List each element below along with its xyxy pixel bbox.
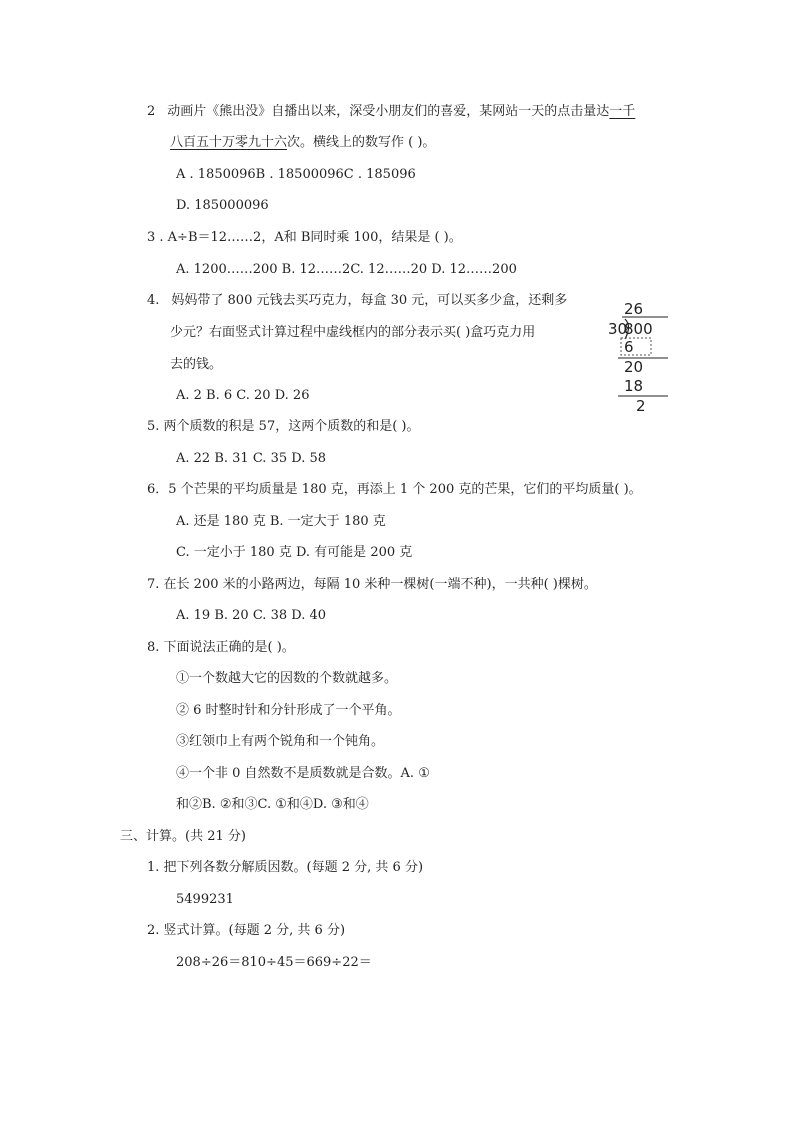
ld-step1: 6 <box>624 338 634 356</box>
q2-line2 <box>170 134 435 152</box>
q3-text: 3 . A÷B＝12……2，A和 B同时乘 100，结果是 ( )。 <box>147 230 462 245</box>
q2-text-part2: 次。横线上的数写作 ( )。 <box>287 135 436 150</box>
q3-options: A. 1200……200 B. 12……2C. 12……20 D. 12……200 <box>176 262 517 277</box>
q7-text: 7. 在长 200 米的小路两边，每隔 10 米种一棵树(一端不种)，一共种( )棵树。 <box>147 577 597 592</box>
q2-underlined-part2: 八百五十万零九十六 <box>170 135 288 150</box>
q4-text-line1: 妈妈带了 800 元钱去买巧克力，每盒 30 元，可以买多少盒，还剩多 <box>171 293 568 308</box>
q4-options: A. 2 B. 6 C. 20 D. 26 <box>176 388 310 403</box>
ld-dividend: 800 <box>624 320 653 338</box>
section3-part2-instruction: 2. 竖式计算。(每题 2 分, 共 6 分) <box>147 923 346 938</box>
q5-options: A. 22 B. 31 C. 35 D. 58 <box>176 451 327 466</box>
q2-number: 2 <box>147 104 156 119</box>
q8-statement-2: ② 6 时整时针和分针形成了一个平角。 <box>176 703 401 718</box>
section3-title: 三、计算。(共 21 分) <box>120 829 246 844</box>
q7-options: A. 19 B. 20 C. 38 D. 40 <box>176 608 327 623</box>
section3-part2-expressions: 208÷26＝810÷45＝669÷22＝ <box>176 955 372 970</box>
q4-line2: 少元？右面竖式计算过程中虚线框内的部分表示买( )盒巧克力用 <box>170 325 536 340</box>
q8-statement-4: ④一个非 0 自然数不是质数就是合数。A. ① <box>176 766 430 781</box>
q4-line1 <box>147 292 567 310</box>
section3-part1-numbers: 5499231 <box>176 892 234 907</box>
q8-options: 和②B. ②和③C. ①和④D. ③和④ <box>176 797 369 812</box>
q2-line1 <box>147 103 635 121</box>
q8-text: 8. 下面说法正确的是( )。 <box>147 640 295 655</box>
q6-options-line1: A. 还是 180 克 B. 一定大于 180 克 <box>176 514 386 529</box>
long-division-svg <box>608 298 680 418</box>
q4-line3: 去的钱。 <box>170 357 223 372</box>
q6-text: 6．5 个芒果的平均质量是 180 克，再添上 1 个 200 克的芒果，它们的平均质量( )。 <box>147 482 642 497</box>
q8-statement-3: ③红领巾上有两个锐角和一个钝角。 <box>176 734 385 749</box>
q8-statement-1: ①一个数越大它的因数的个数就越多。 <box>176 671 398 686</box>
ld-quotient: 26 <box>624 300 644 318</box>
long-division-figure <box>608 298 680 418</box>
q4-number: 4. <box>147 293 160 308</box>
ld-step2: 18 <box>624 377 644 395</box>
ld-remainder2: 2 <box>636 397 646 415</box>
ld-divisor: 30 <box>608 320 628 338</box>
q2-option-d: D. 185000096 <box>176 198 269 213</box>
q6-options-line2: C. 一定小于 180 克 D. 有可能是 200 克 <box>176 545 413 560</box>
q2-text-part1: 动画片《熊出没》自播出以来，深受小朋友们的喜爱，某网站一天的点击量达 <box>167 104 610 119</box>
ld-remainder1: 20 <box>624 358 644 376</box>
section3-part1-instruction: 1. 把下列各数分解质因数。(每题 2 分, 共 6 分) <box>147 860 424 875</box>
q2-options: A . 1850096B . 18500096C . 185096 <box>176 167 416 182</box>
q2-underlined-part1: 一千 <box>609 104 636 119</box>
q5-text: 5. 两个质数的积是 57，这两个质数的和是( )。 <box>147 419 420 434</box>
